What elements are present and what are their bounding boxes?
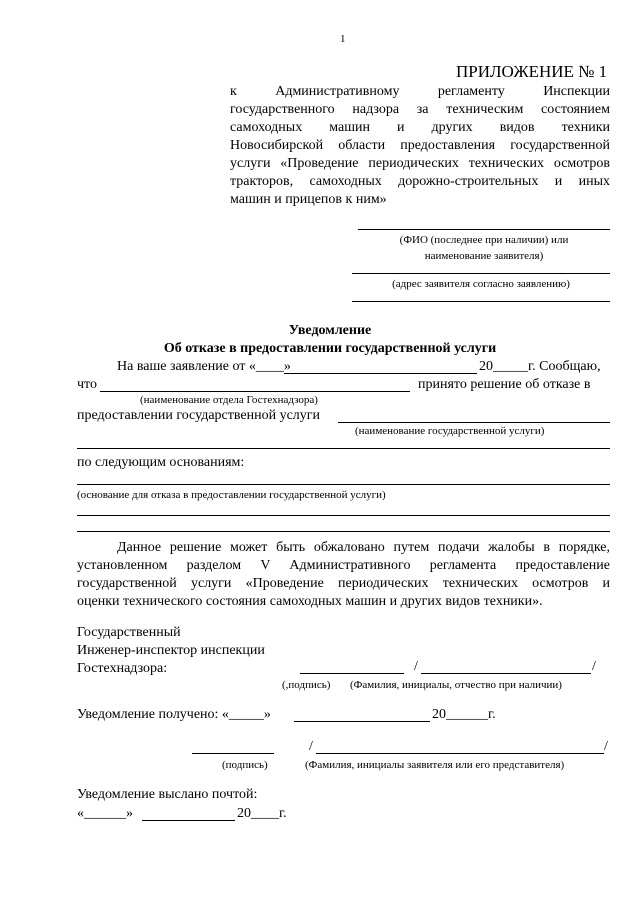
notice-subheading: Об отказе в предоставлении государственной услуги [163,341,497,356]
appeal-line: установленном разделом V Административного регламента предоставление [77,558,610,573]
inspector-signature-line [300,673,404,674]
notice-heading: Уведомление [288,323,372,338]
appeal-line: Данное решение может быть обжаловано путем подачи жалобы в порядке, [117,540,610,555]
slash: / [604,739,608,754]
appeal-line: оценки технического состояния самоходных машин и других видов техники». [77,594,543,609]
grounds-caption: (основание для отказа в предоставлении государственной услуги) [77,489,386,501]
received-date-line [294,721,430,722]
sent-label: Уведомление выслано почтой: [77,787,258,802]
appendix-line: тракторов, самоходных дорожно-строительных и иных [230,174,610,189]
appendix-line: самоходных машин и других видов техники [230,120,610,135]
department-line [100,391,410,392]
appeal-first-line-wrap [117,539,610,557]
fio-caption: наименование заявителя) [424,250,544,262]
received-label: Уведомление получено: «_____» [77,707,271,722]
slash: / [592,659,596,674]
appendix-line: машин и прицепов к ним» [230,192,387,207]
slash: / [414,659,418,674]
appendix-line: Новосибирской области предоставления государственной [230,138,610,153]
department-caption: (наименование отдела Гостехнадзора) [140,394,318,406]
inspector-name-line [421,673,591,674]
recipient-name-caption: (Фамилия, инициалы заявителя или его представителя) [305,759,565,771]
received-year: 20______г. [432,707,496,722]
inspector-position: Государственный [77,625,181,640]
fio-caption: (ФИО (последнее при наличии) или [399,234,569,246]
slash: / [309,739,313,754]
address-line [352,273,610,274]
inspector-position: Гостехнадзора: [77,661,168,676]
service-line [77,448,610,449]
signature-caption: (,подпись) [282,679,331,691]
appendix-line: услуги «Проведение периодических технических осмотров [230,156,610,171]
application-year-text: 20_____г. Сообщаю, [479,359,601,374]
service-line [338,422,610,423]
grounds-label: по следующим основаниям: [77,455,245,470]
application-date-line [284,373,477,374]
sent-date-day: «______» [77,806,133,821]
address-caption: (адрес заявителя согласно заявлению) [392,278,570,290]
application-date-text: На ваше заявление от «____» [117,359,291,374]
appeal-text [77,557,610,611]
service-text: предоставлении государственной услуги [77,408,321,423]
decision-text: принято решение об отказе в [418,377,591,392]
recipient-signature-line [192,753,274,754]
that-text: что [77,377,97,392]
recipient-name-line [316,753,604,754]
page-number: 1 [340,33,346,45]
name-caption: (Фамилия, инициалы, отчество при наличии) [350,679,562,691]
appendix-line: государственного надзора за техническим состоянием [230,102,610,117]
appendix-line: к Административному регламенту Инспекции [230,84,610,99]
appeal-line: государственной услуги «Проведение периодических технических осмотров и [77,576,610,591]
recipient-signature-caption: (подпись) [222,759,268,771]
grounds-line [77,531,610,532]
grounds-line [77,484,610,485]
sent-year: 20____г. [237,806,287,821]
address-line [352,301,610,302]
sent-date-line [142,820,235,821]
inspector-position: Инженер-инспектор инспекции [77,643,265,658]
service-caption: (наименование государственной услуги) [355,425,545,437]
fio-line [358,229,610,230]
grounds-line [77,515,610,516]
appendix-title: ПРИЛОЖЕНИЕ № 1 [456,62,608,81]
appendix-reference [230,83,610,209]
